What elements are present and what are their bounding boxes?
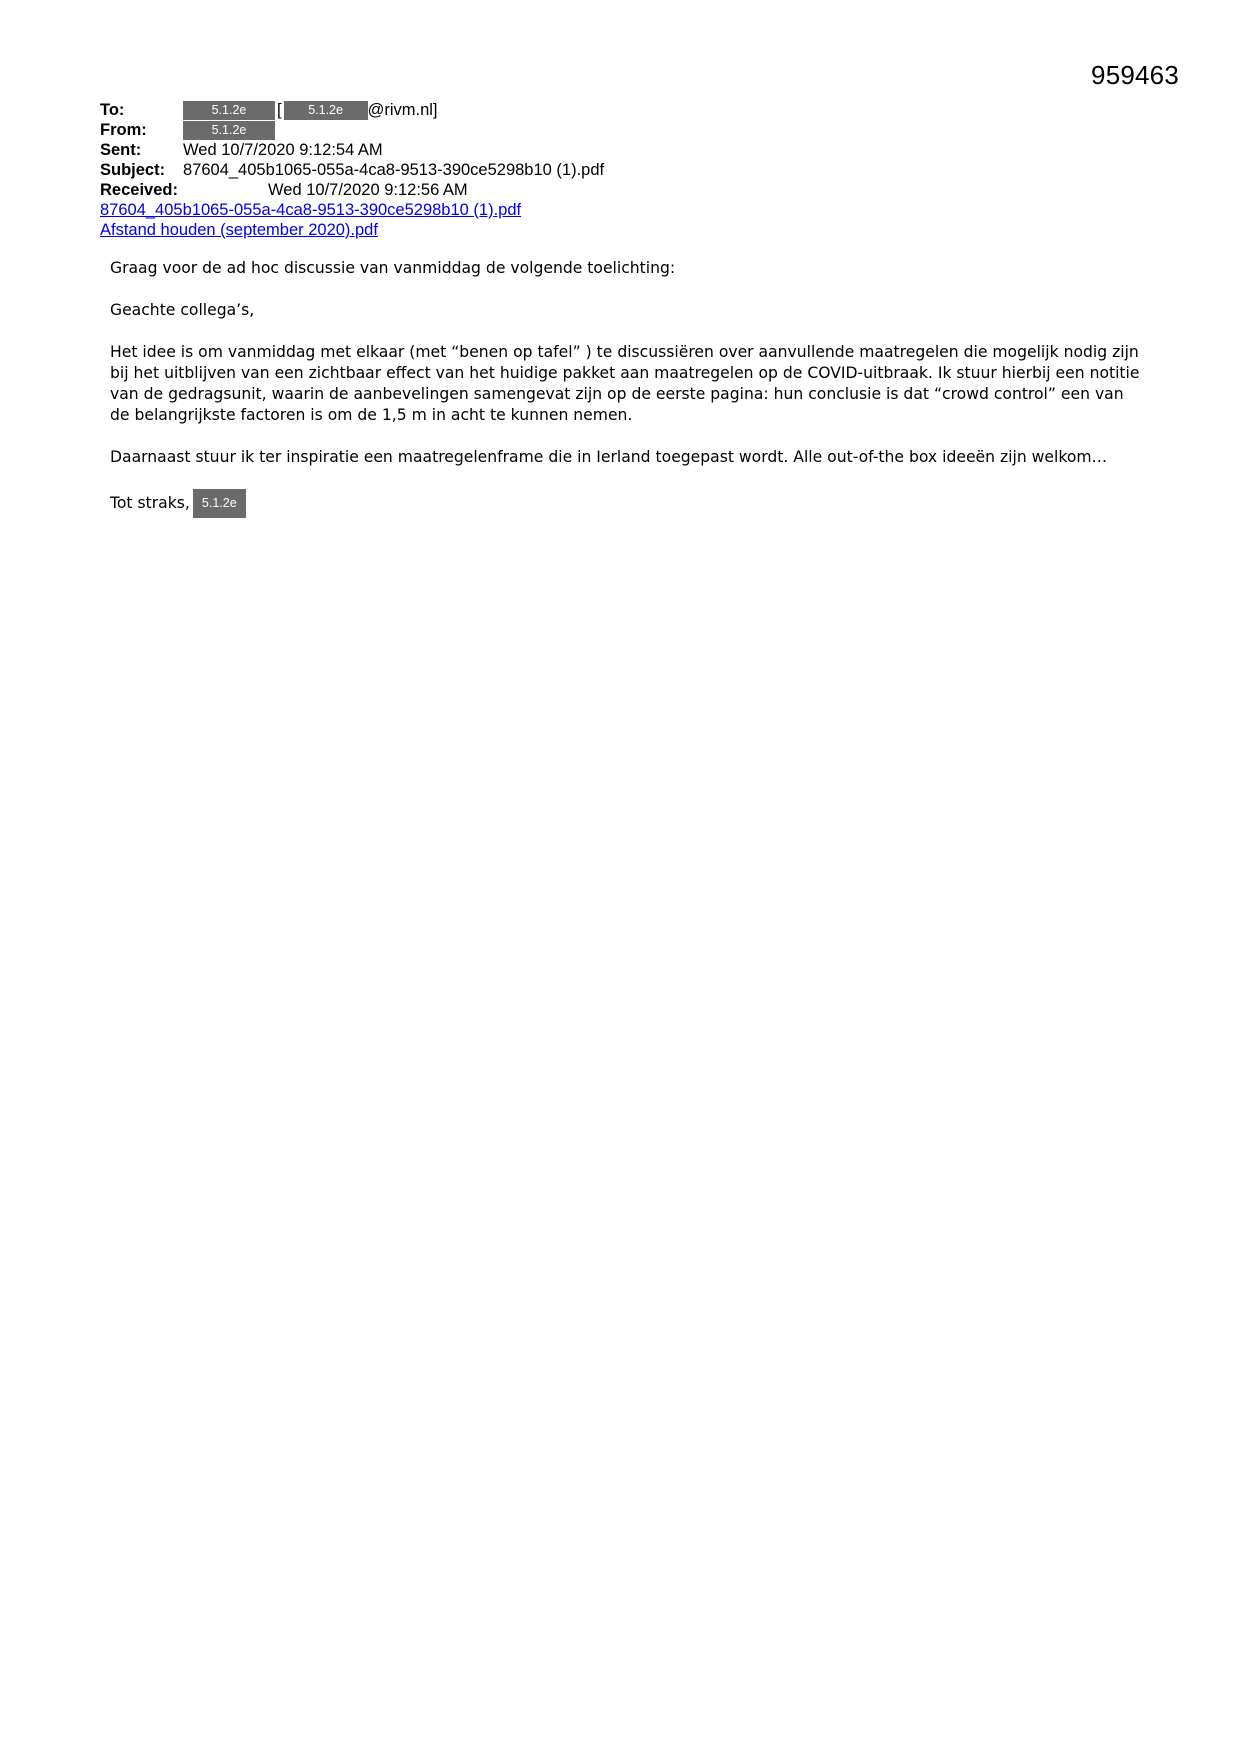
sent-row [100,140,1000,160]
body-paragraph-intro: Graag voor de ad hoc discussie van vanmiddag de volgende toelichting: [110,259,676,277]
signoff-line [110,489,1140,518]
from-label: From: [100,121,147,139]
subject-row [100,160,1000,180]
to-bracket: [ [277,101,282,119]
body-paragraph-main: Het idee is om vanmiddag met elkaar (met “benen op tafel” ) te discussiëren over aanvullende maatregelen die mogelijk nodig zijn bij het uitblijven van een zichtbaar effect van het huidige pakket aan maatregelen op de COVID-uitbraak. Ik stuur hierbij een notitie van de gedragsunit, waarin de aanbevelingen samengevat zijn op de eerste pagina: hun conclusie is dat “crowd control” een van de belangrijkste factoren is om de 1,5 m in acht te kunnen nemen. [110,343,1140,424]
received-row [100,180,1000,200]
to-row [100,100,1000,120]
to-label: To: [100,101,125,119]
attachment-link-2[interactable]: Afstand houden (september 2020).pdf [100,221,378,239]
redaction-box: 5.1.2e [284,101,368,120]
sent-value: Wed 10/7/2020 9:12:54 AM [183,141,383,159]
document-number: 959463 [1091,60,1179,90]
signoff-text: Tot straks, [110,494,190,512]
from-value [183,121,275,140]
to-email-suffix: @rivm.nl] [367,101,438,119]
received-label: Received: [100,181,178,199]
to-value [183,100,438,120]
body-greeting: Geachte collega’s, [110,301,255,319]
sent-label: Sent: [100,141,142,159]
body-paragraph-ireland: Daarnaast stuur ik ter inspiratie een maatregelenframe die in Ierland toegepast wordt. Alle out-of-the box ideeën zijn welkom… [110,448,1108,466]
redaction-box: 5.1.2e [183,121,275,140]
attachment-link-1[interactable]: 87604_405b1065-055a-4ca8-9513-390ce5298b10 (1).pdf [100,201,522,219]
redaction-box: 5.1.2e [193,489,246,518]
subject-label: Subject: [100,161,166,179]
subject-value: 87604_405b1065-055a-4ca8-9513-390ce5298b10 (1).pdf [183,161,605,179]
email-body [110,258,1140,518]
received-value: Wed 10/7/2020 9:12:56 AM [268,181,468,199]
from-row [100,120,1000,140]
email-header [100,100,1000,240]
redaction-box: 5.1.2e [183,101,275,120]
